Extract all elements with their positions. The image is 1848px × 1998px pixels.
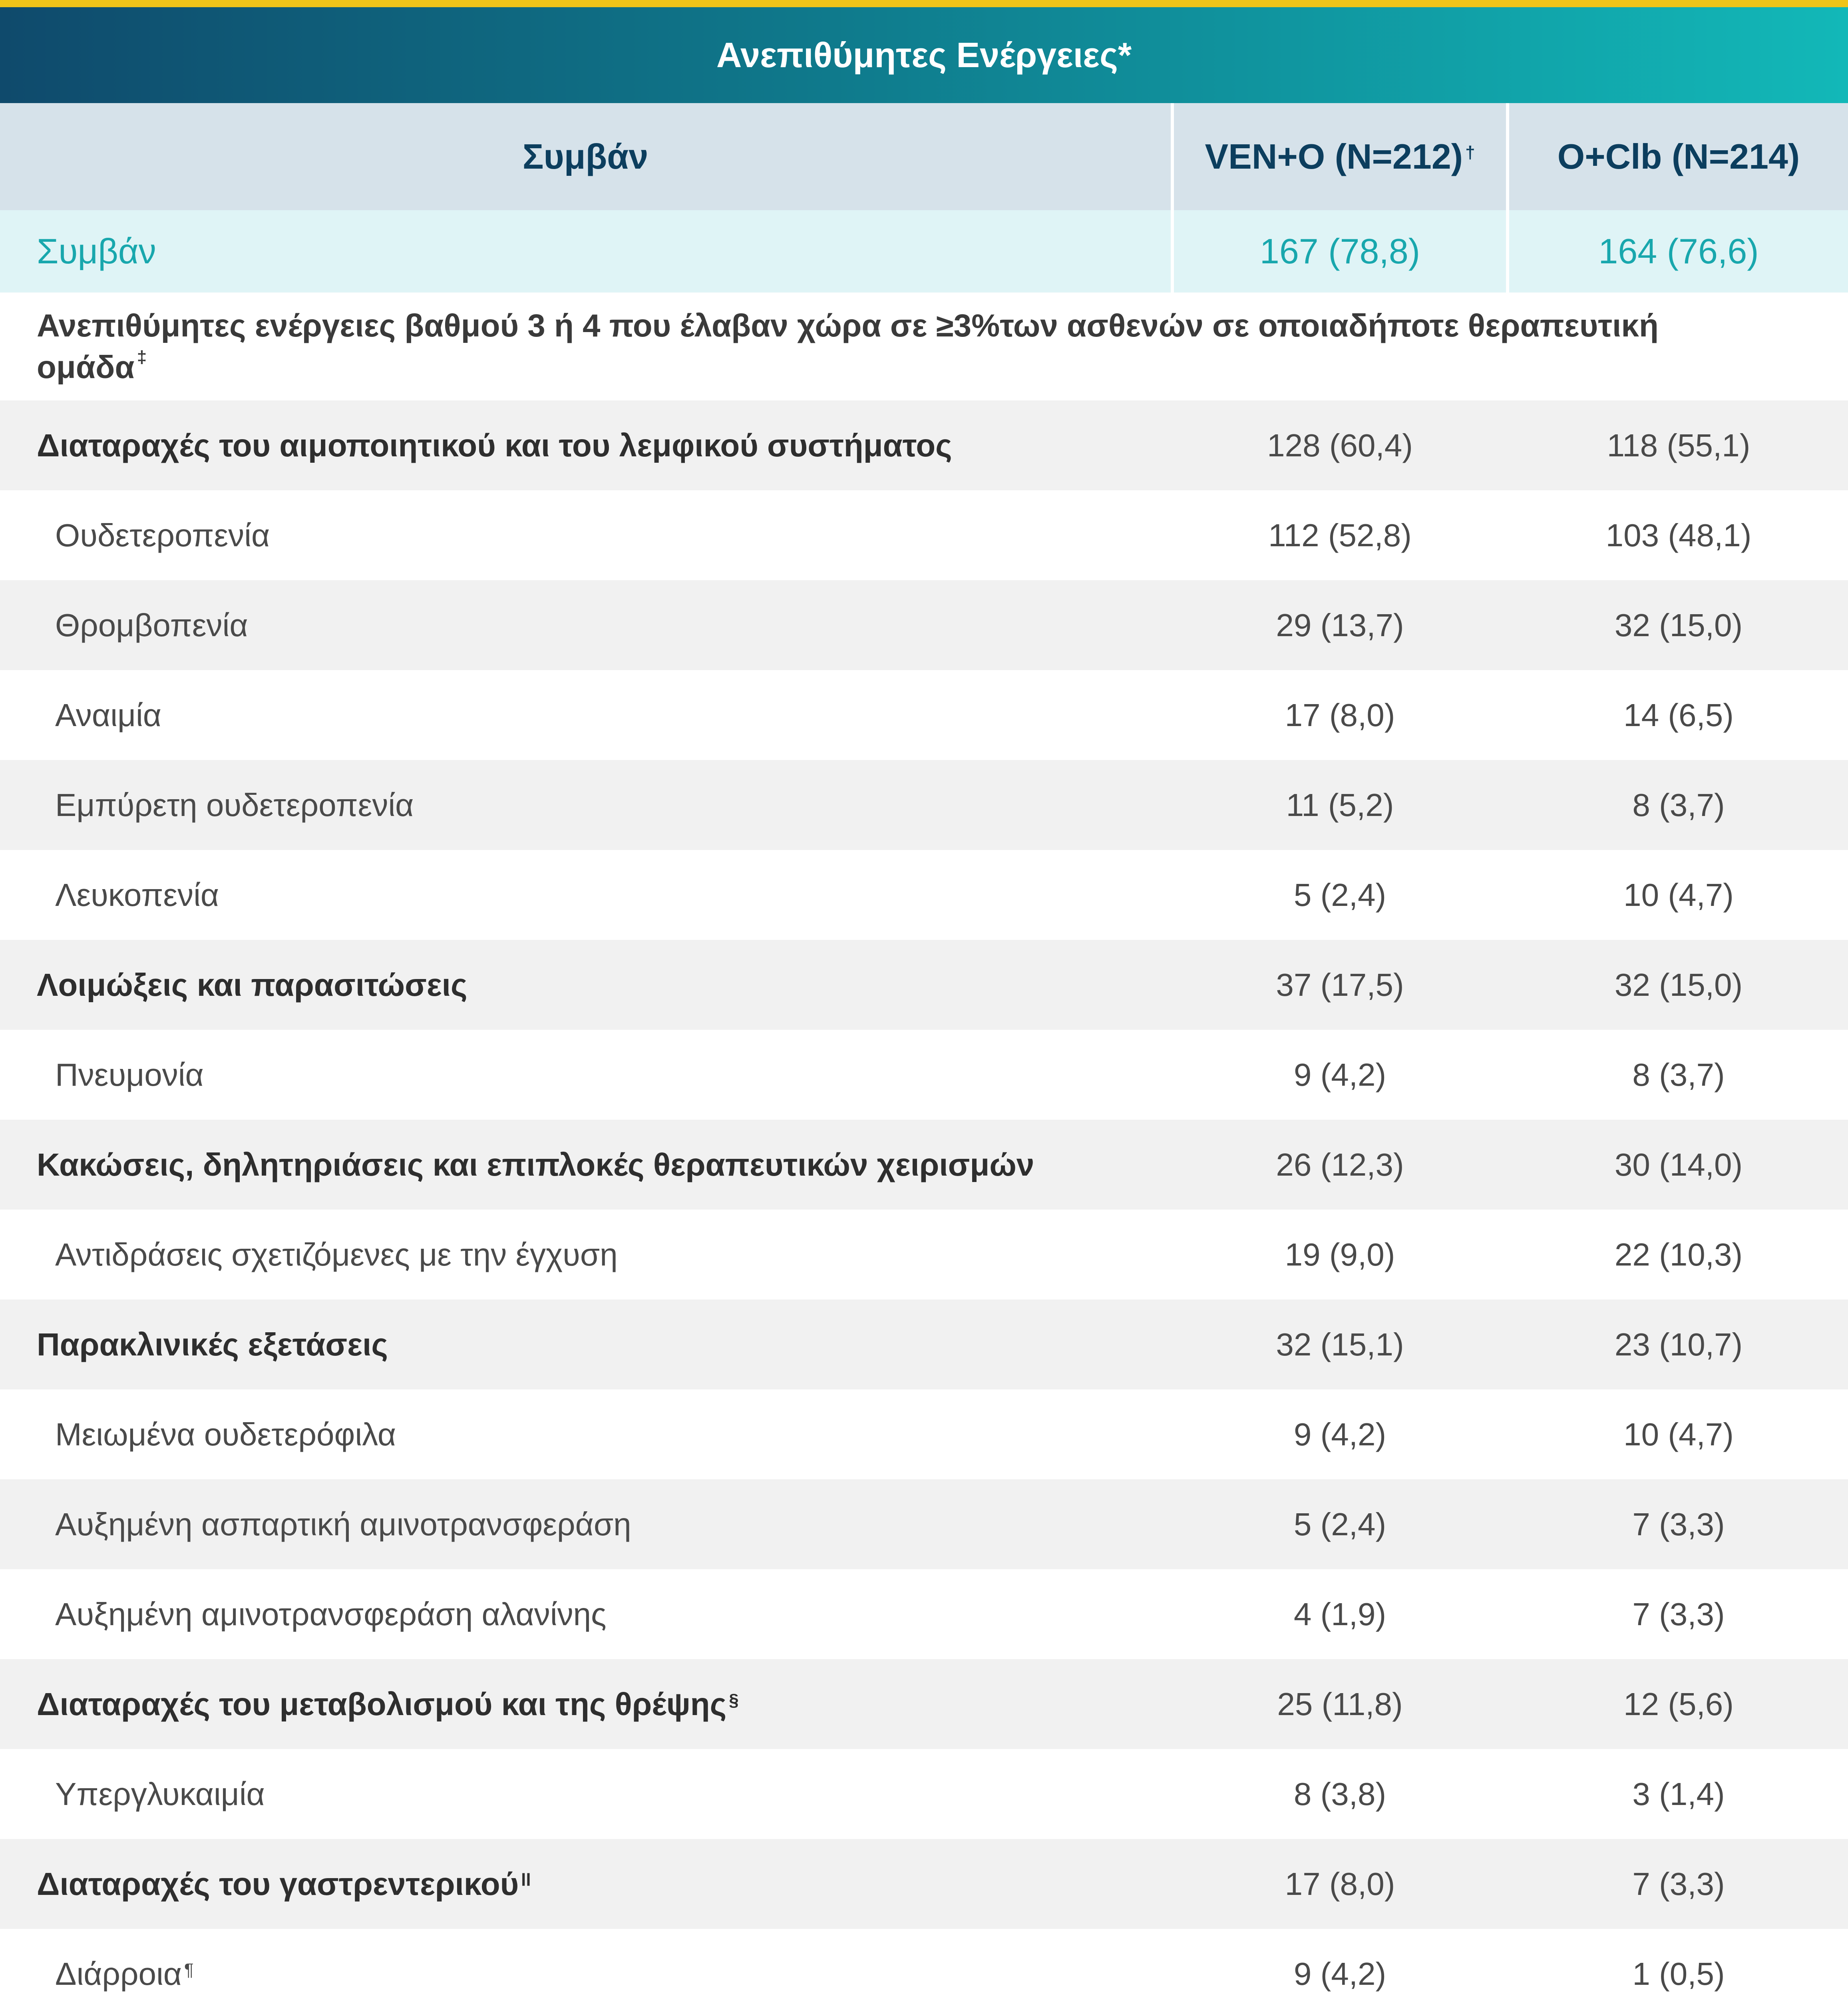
- row-label: Ουδετεροπενία: [55, 517, 270, 553]
- intro-text: Ανεπιθύμητες ενέργειες βαθμού 3 ή 4 που έλαβαν χώρα σε ≥3%των ασθενών σε οποιαδήποτε θεραπευτική ομάδα ‡: [37, 308, 1659, 385]
- row-label: Αυξημένη ασπαρτική αμινοτρανσφεράση: [55, 1506, 631, 1542]
- row-label: Αντιδράσεις σχετιζόμενες με την έγχυση: [55, 1236, 618, 1272]
- ven-o-value: 25 (11,8): [1277, 1686, 1403, 1722]
- row-label: Αυξημένη αμινοτρανσφεράση αλανίνης: [55, 1596, 607, 1632]
- row-label: Παρακλινικές εξετάσεις: [37, 1326, 388, 1362]
- row-label: Πνευμονία: [55, 1057, 204, 1093]
- o-clb-value: 14 (6,5): [1623, 697, 1734, 733]
- table-row: [0, 1210, 1848, 1299]
- o-clb-value: 23 (10,7): [1614, 1326, 1743, 1362]
- o-clb-value: 7 (3,3): [1632, 1596, 1725, 1632]
- ven-o-value: 32 (15,1): [1276, 1326, 1404, 1362]
- o-clb-value: 118 (55,1): [1607, 427, 1751, 463]
- o-clb-value: 7 (3,3): [1632, 1866, 1725, 1902]
- o-clb-value: 22 (10,3): [1614, 1236, 1743, 1272]
- ven-o-value: 8 (3,8): [1293, 1776, 1386, 1812]
- ven-o-value: 9 (4,2): [1293, 1057, 1386, 1093]
- table-row: [0, 490, 1848, 580]
- top-accent-line: [0, 0, 1848, 7]
- ven-o-value: 128 (60,4): [1267, 427, 1413, 463]
- events-o-clb-value: 164 (76,6): [1598, 231, 1759, 271]
- table-row: [0, 580, 1848, 670]
- table-row: [0, 400, 1848, 490]
- table-row: [0, 1120, 1848, 1210]
- table-row: Διάρροια ¶ 9 (4,2) 1 (0,5): [0, 1929, 1848, 1998]
- table-row: [0, 670, 1848, 760]
- row-label: Μειωμένα ουδετερόφιλα: [55, 1416, 396, 1452]
- ven-o-value: 5 (2,4): [1293, 877, 1386, 913]
- o-clb-value: 10 (4,7): [1623, 877, 1734, 913]
- ven-o-value: 9 (4,2): [1293, 1416, 1386, 1452]
- row-label: Κακώσεις, δηλητηριάσεις και επιπλοκές θεραπευτικών χειρισμών: [37, 1146, 1034, 1182]
- row-label: Υπεργλυκαιμία: [55, 1776, 265, 1812]
- ven-o-value: 19 (9,0): [1285, 1236, 1395, 1272]
- row-label: Διαταραχές του αιμοποιητικού και του λεμφικού συστήματος: [37, 427, 952, 463]
- ven-o-value: 17 (8,0): [1285, 697, 1395, 733]
- row-label: Διάρροια: [55, 1956, 182, 1992]
- o-clb-value: 7 (3,3): [1632, 1506, 1725, 1542]
- ven-o-value: 29 (13,7): [1276, 607, 1404, 643]
- header-ven-o-column: VEN+O (N=212) †: [1171, 103, 1509, 210]
- row-label: Λοιμώξεις και παρασιτώσεις: [37, 967, 467, 1003]
- row-label: Θρομβοπενία: [55, 607, 248, 643]
- events-ven-o-value: 167 (78,8): [1171, 210, 1509, 293]
- ven-o-value: 5 (2,4): [1293, 1506, 1386, 1542]
- ven-o-value: 17 (8,0): [1285, 1866, 1395, 1902]
- o-clb-value: 10 (4,7): [1623, 1416, 1734, 1452]
- events-summary-row: [0, 210, 1848, 293]
- o-clb-value: 8 (3,7): [1632, 787, 1725, 823]
- o-clb-value: 12 (5,6): [1623, 1686, 1734, 1722]
- ven-o-value: 26 (12,3): [1276, 1146, 1404, 1182]
- table-row: [0, 1030, 1848, 1120]
- table-row: [0, 1299, 1848, 1389]
- ven-o-value: 112 (52,8): [1268, 517, 1412, 553]
- o-clb-value: 3 (1,4): [1632, 1776, 1725, 1812]
- header-event-column: Συμβάν: [522, 137, 648, 176]
- table-row: Διαταραχές του μεταβολισμού και της θρέψης § 25 (11,8) 12 (5,6): [0, 1659, 1848, 1749]
- o-clb-value: 1 (0,5): [1632, 1956, 1725, 1992]
- ven-o-value: 11 (5,2): [1286, 787, 1394, 823]
- ven-o-value: 37 (17,5): [1276, 967, 1404, 1003]
- o-clb-value: 32 (15,0): [1614, 607, 1743, 643]
- banner-title: Ανεπιθύμητες Ενέργειες*: [716, 35, 1132, 75]
- header-o-clb-column: O+Clb (N=214): [1557, 137, 1800, 176]
- o-clb-value: 8 (3,7): [1632, 1057, 1725, 1093]
- row-label: Διαταραχές του μεταβολισμού και της θρέψης: [37, 1686, 727, 1722]
- table-row: [0, 1749, 1848, 1839]
- ven-o-value: 9 (4,2): [1293, 1956, 1386, 1992]
- row-label: Αναιμία: [55, 697, 162, 733]
- events-label: Συμβάν: [37, 231, 156, 271]
- o-clb-value: 30 (14,0): [1614, 1146, 1743, 1182]
- ven-o-value: 4 (1,9): [1293, 1596, 1386, 1632]
- grade-3-4-intro-row: [0, 293, 1848, 400]
- table-row: [0, 940, 1848, 1030]
- table-row: [0, 1569, 1848, 1659]
- o-clb-value: 103 (48,1): [1605, 517, 1752, 553]
- row-label: Διαταραχές του γαστρεντερικού: [37, 1866, 519, 1902]
- footnote-marker: ‡: [137, 347, 147, 367]
- o-clb-value: 32 (15,0): [1614, 967, 1743, 1003]
- row-label: Εμπύρετη ουδετεροπενία: [55, 787, 414, 823]
- table-row: Διαταραχές του γαστρεντερικού $^{ll}$ 17 (8,0) 7 (3,3): [0, 1839, 1848, 1929]
- table-header-row: [0, 103, 1848, 210]
- table-row: [0, 1389, 1848, 1479]
- table-banner: [0, 7, 1848, 103]
- table-row: [0, 850, 1848, 940]
- row-label: Λευκοπενία: [55, 877, 219, 913]
- table-row: [0, 760, 1848, 850]
- table-row: [0, 1479, 1848, 1569]
